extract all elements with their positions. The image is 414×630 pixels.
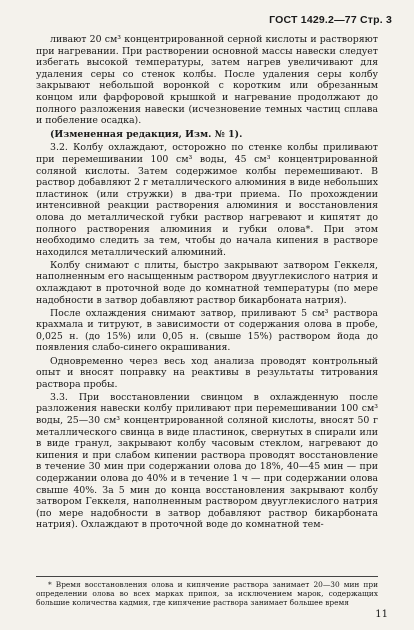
paragraph: 3.3. При восстановлении свинцом в охлажденную после разложения навески колбу приливают при перемешивании 100 см³ воды, 25—30 см³ концентрированной соляной кислоты, вносят 50 г металлического свинца в виде пластинок, свернутых в спирали или в виде гранул, закрывают колбу часовым стеклом, нагревают до кипения и при слабом кипении раствора проводят восстановление в течение 30 мин при содержании олова до 18%, 40—45 мин — при содержании олова до 40% и в течение 1 ч — при содержании олова свыше 40%. За 5 мин до конца восстановления закрывают колбу затвором Геккеля, наполненным раствором двууглекислого натрия (по мере надобности в затвор добавляют раствор бикарбоната натрия). Охлаждают в проточной воде до комнатной тем- [36, 391, 378, 531]
paragraph: ливают 20 см³ концентрированной серной кислоты и растворяют при нагревании. При растворении основной массы навески следует избегать высокой температуры, затем нагрев увеличивают для удаления серы со стенок колбы. После удаления серы колбу закрывают небольшой воронкой с коротким или обрезанным концом или фарфоровой крышкой и нагревание продолжают до полного разложения навески (исчезновение темных частиц сплава и побеление осадка). [36, 34, 378, 127]
paragraph: Одновременно через весь ход анализа проводят контрольный опыт и вносят поправку на реактивы в результаты титрования раствора пробы. [36, 355, 378, 390]
paragraph: После охлаждения снимают затвор, приливают 5 см³ раствора крахмала и титруют, в зависимости от содержания олова в пробе, 0,025 н. (до 15%) или 0,05 н. (свыше 15%) раствором йода до появления слабо-синего окрашивания. [36, 307, 378, 354]
page-number: 11 [375, 609, 388, 620]
page-header: ГОСТ 1429.2—77 Стр. 3 [269, 14, 392, 26]
body-text [36, 34, 378, 532]
amendment-note: (Измененная редакция, Изм. № 1). [50, 128, 243, 140]
footnote [36, 576, 378, 607]
paragraph: Колбу снимают с плиты, быстро закрывают затвором Геккеля, наполненным его насыщенным раствором двууглекислого натрия и охлаждают в проточной воде до комнатной температуры (по мере надобности в затвор добавляют раствор бикарбоната натрия). [36, 259, 378, 306]
footnote-text: * Время восстановления олова и кипячение раствора занимает 20—30 мин при определении олова во всех марках припоя, за исключением марок, содержащих большие количества кадмия, где кипячение раствора занимает большее время [36, 580, 378, 607]
paragraph: 3.2. Колбу охлаждают, осторожно по стенке колбы приливают при перемешивании 100 см³ воды, 45 см³ концентрированной соляной кислоты. Затем содержимое колбы перемешивают. В раствор добавляют 2 г металлического алюминия в виде небольших пластинок (или стружки) в два-три приема. По прохождении интенсивной реакции растворения алюминия и восстановления олова до металлической губки раствор нагревают и кипятят до полного растворения алюминия и губки олова*. При этом необходимо следить за тем, чтобы до начала кипения в растворе находился металлический алюминий. [36, 142, 378, 258]
